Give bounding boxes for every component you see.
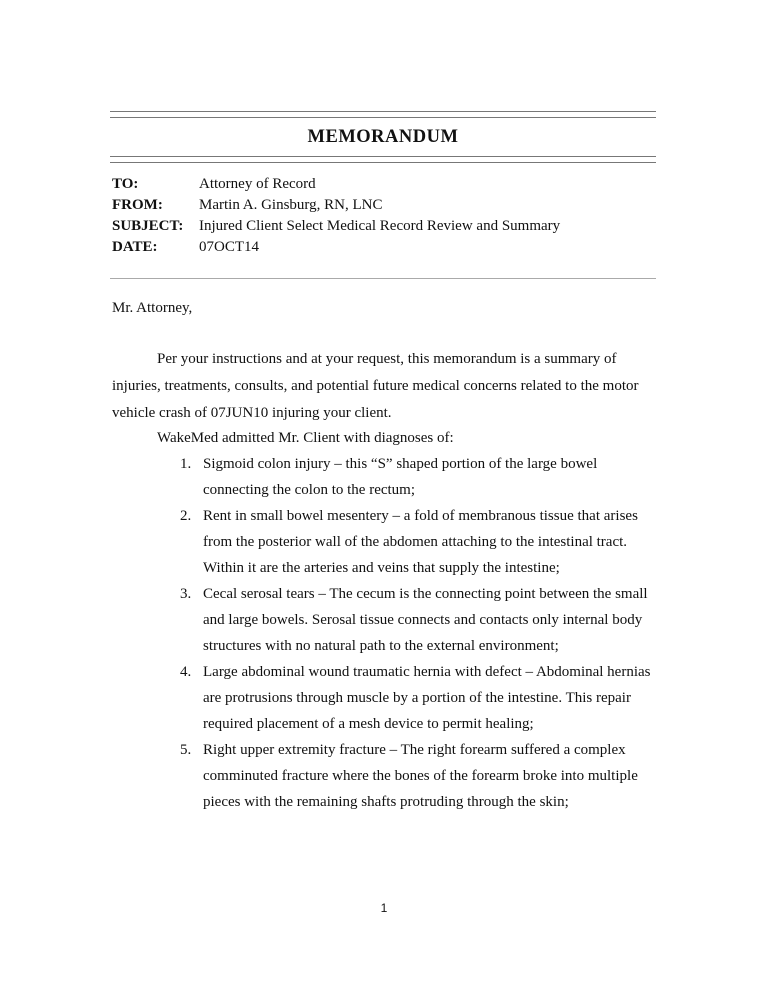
to-label: TO: [112, 176, 139, 192]
subject-value: Injured Client Select Medical Record Review and Summary [199, 218, 561, 234]
header-date-row [112, 237, 259, 257]
memo-title: MEMORANDUM [307, 127, 459, 147]
diagnosis-line: Sigmoid colon injury – this “S” shaped portion of the large bowel [203, 456, 598, 472]
title-double-rule [110, 156, 656, 163]
to-value: Attorney of Record [199, 176, 316, 192]
intro-line: vehicle crash of 07JUN10 injuring your client. [112, 405, 392, 421]
diagnosis-line: pieces with the remaining shafts protruding through the skin; [203, 794, 569, 810]
from-label: FROM: [112, 197, 163, 213]
diagnosis-line: Right upper extremity fracture – The right forearm suffered a complex [203, 742, 626, 758]
diagnosis-number: 2. [180, 508, 192, 524]
header-from-row [112, 195, 382, 215]
diagnosis-line: comminuted fracture where the bones of the forearm broke into multiple [203, 768, 638, 784]
diagnosis-line: connecting the colon to the rectum; [203, 482, 416, 498]
date-value: 07OCT14 [199, 239, 259, 255]
diagnosis-line: Cecal serosal tears – The cecum is the connecting point between the small [203, 586, 648, 602]
admit-line: WakeMed admitted Mr. Client with diagnoses of: [157, 430, 454, 446]
intro-line: injuries, treatments, consults, and potential future medical concerns related to the motor [112, 378, 639, 394]
page-number: 1 [380, 901, 388, 915]
diagnosis-line: structures with no natural path to the external environment; [203, 638, 559, 654]
diagnosis-line: required placement of a mesh device to permit healing; [203, 716, 534, 732]
header-bottom-rule [110, 278, 656, 279]
diagnosis-line: are protrusions through muscle by a portion of the intestine. This repair [203, 690, 631, 706]
diagnosis-line: and large bowels. Serosal tissue connects and contacts only internal body [203, 612, 643, 628]
diagnosis-line: Large abdominal wound traumatic hernia with defect – Abdominal hernias [203, 664, 651, 680]
diagnosis-line: from the posterior wall of the abdomen attaching to the intestinal tract. [203, 534, 628, 550]
salutation: Mr. Attorney, [112, 300, 193, 316]
diagnosis-number: 1. [180, 456, 192, 472]
diagnosis-line: Rent in small bowel mesentery – a fold of membranous tissue that arises [203, 508, 638, 524]
header-to-row [112, 174, 316, 194]
date-label: DATE: [112, 239, 158, 255]
diagnosis-number: 3. [180, 586, 192, 602]
diagnosis-number: 4. [180, 664, 192, 680]
top-double-rule [110, 111, 656, 118]
from-value: Martin A. Ginsburg, RN, LNC [199, 197, 383, 213]
subject-label: SUBJECT: [112, 218, 184, 234]
intro-line: Per your instructions and at your request, this memorandum is a summary of [157, 351, 617, 367]
header-subject-row [112, 216, 560, 236]
diagnosis-number: 5. [180, 742, 192, 758]
diagnosis-line: Within it are the arteries and veins that supply the intestine; [203, 560, 560, 576]
